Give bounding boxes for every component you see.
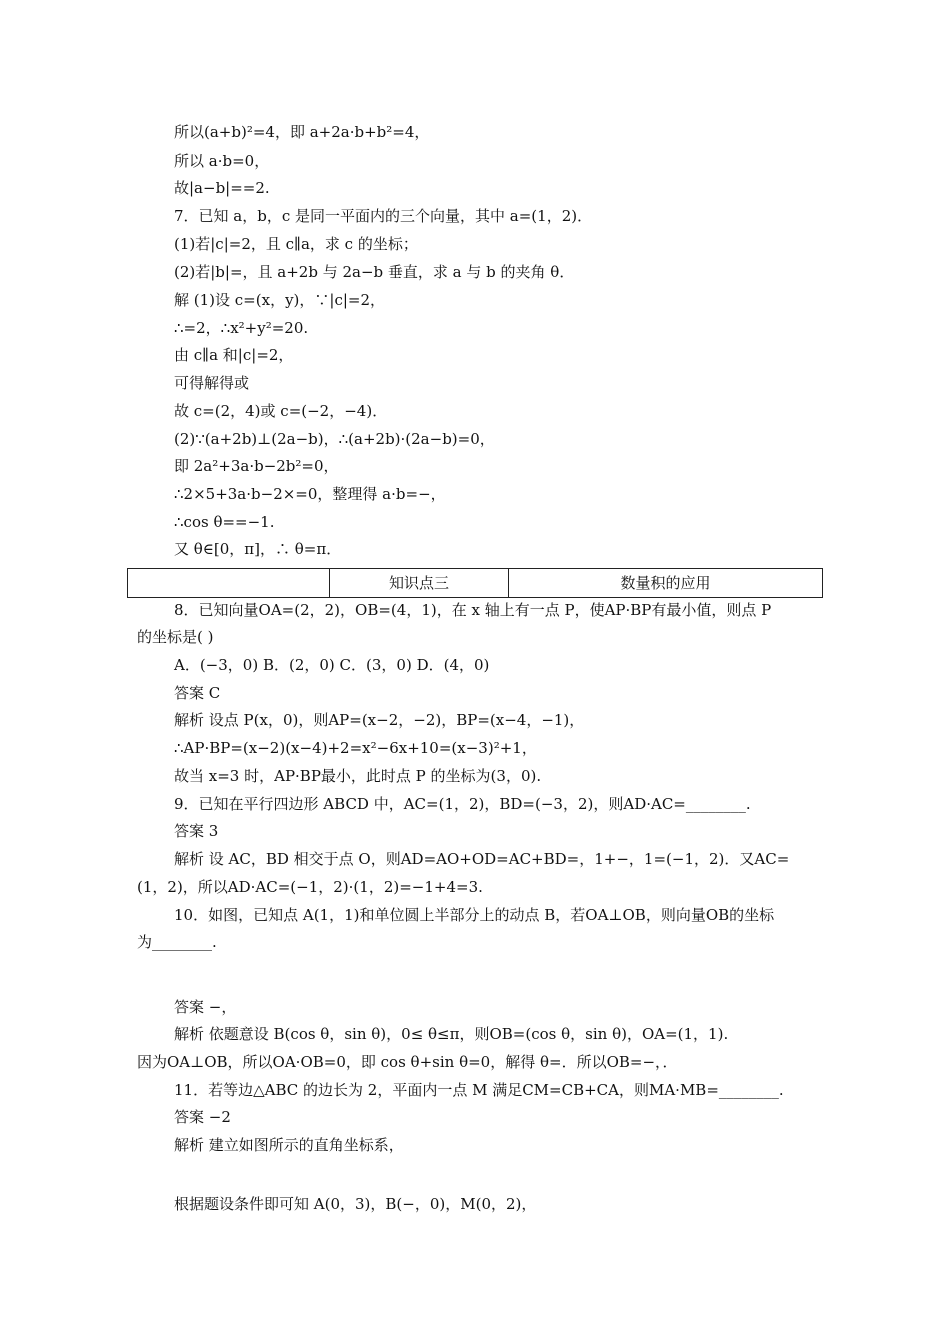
q8-solution-2: ∴AP·BP=(x−2)(x−4)+2=x²−6x+10=(x−3)²+1， [174,739,537,757]
q10-solution-1: 解析 依题意设 B(cos θ，sin θ)，0≤ θ≤π，则OB=(cos θ，sin θ)，OA=(1，1). [174,1025,729,1043]
table-cell-knowledge-point: 知识点三 [329,569,508,597]
q7-solution-9: ∴cos θ==−1. [174,513,275,531]
q7-solution-7: 即 2a²+3a·b−2b²=0， [174,457,339,475]
line-2: 所以 a·b=0， [174,152,270,170]
line-3: 故|a−b|==2. [174,179,270,197]
table-cell-empty [128,569,329,597]
q11-stem: 11．若等边△ABC 的边长为 2，平面内一点 M 满足CM=CB+CA，则MA·MB=________. [174,1081,784,1099]
q7-solution-3: 由 c∥a 和|c|=2， [174,346,294,364]
q9-stem: 9．已知在平行四边形 ABCD 中，AC=(1，2)，BD=(−3，2)，则AD·AC=________. [174,795,751,813]
q8-solution-3: 故当 x=3 时，AP·BP最小，此时点 P 的坐标为(3，0). [174,767,542,785]
q10-stem-2: 为________. [137,933,217,951]
q7-solution-4: 可得解得或 [174,374,250,392]
q7-solution-10: 又 θ∈[0，π]，∴ θ=π． [174,540,342,558]
q8-solution-1: 解析 设点 P(x，0)，则AP=(x−2，−2)，BP=(x−4，−1)， [174,711,585,729]
q8-stem-1: 8．已知向量OA=(2，2)，OB=(4，1)，在 x 轴上有一点 P，使AP·BP有最小值，则点 P [174,601,772,619]
q7-solution-8: ∴2×5+3a·b−2×=0，整理得 a·b=−， [174,485,446,503]
q9-answer: 答案 3 [174,822,219,840]
q8-answer: 答案 C [174,684,221,702]
q11-solution-2: 根据题设条件即可知 A(0，3)，B(−，0)，M(0，2)， [174,1195,537,1213]
q11-answer: 答案 −2 [174,1108,231,1126]
q10-answer: 答案 −， [174,998,237,1016]
q8-stem-2: 的坐标是( ) [137,628,214,646]
q7-solution-1: 解 (1)设 c=(x，y)，∵|c|=2， [174,291,386,309]
q7-part1: (1)若|c|=2，且 c∥a，求 c 的坐标； [174,235,418,253]
q7-part2: (2)若|b|=，且 a+2b 与 2a−b 垂直，求 a 与 b 的夹角 θ． [174,263,575,281]
q7-stem: 7．已知 a，b，c 是同一平面内的三个向量，其中 a=(1，2)． [174,207,593,225]
q9-solution-1: 解析 设 AC，BD 相交于点 O，则AD=AO+OD=AC+BD=，1+−，1=(−1，2)．又AC= [174,850,790,868]
section-header-table [127,568,823,598]
q7-solution-6: (2)∵(a+2b)⊥(2a−b)，∴(a+2b)·(2a−b)=0， [174,430,495,448]
q7-solution-2: ∴=2，∴x²+y²=20. [174,319,309,337]
q11-solution-1: 解析 建立如图所示的直角坐标系， [174,1136,404,1154]
line-1: 所以(a+b)²=4，即 a+2a·b+b²=4， [174,123,430,141]
q7-solution-5: 故 c=(2，4)或 c=(−2，−4)． [174,402,388,420]
q9-solution-2: (1，2)，所以AD·AC=(−1，2)·(1，2)=−1+4=3. [137,878,483,896]
q10-solution-2: 因为OA⊥OB，所以OA·OB=0，即 cos θ+sin θ=0，解得 θ=．所以OB=−，． [137,1053,678,1071]
q8-options: A．(−3，0) B．(2，0) C．(3，0) D．(4，0) [174,656,490,674]
table-cell-topic: 数量积的应用 [508,569,822,597]
q10-stem-1: 10．如图，已知点 A(1，1)和单位圆上半部分上的动点 B，若OA⊥OB，则向量OB的坐标 [174,906,775,924]
